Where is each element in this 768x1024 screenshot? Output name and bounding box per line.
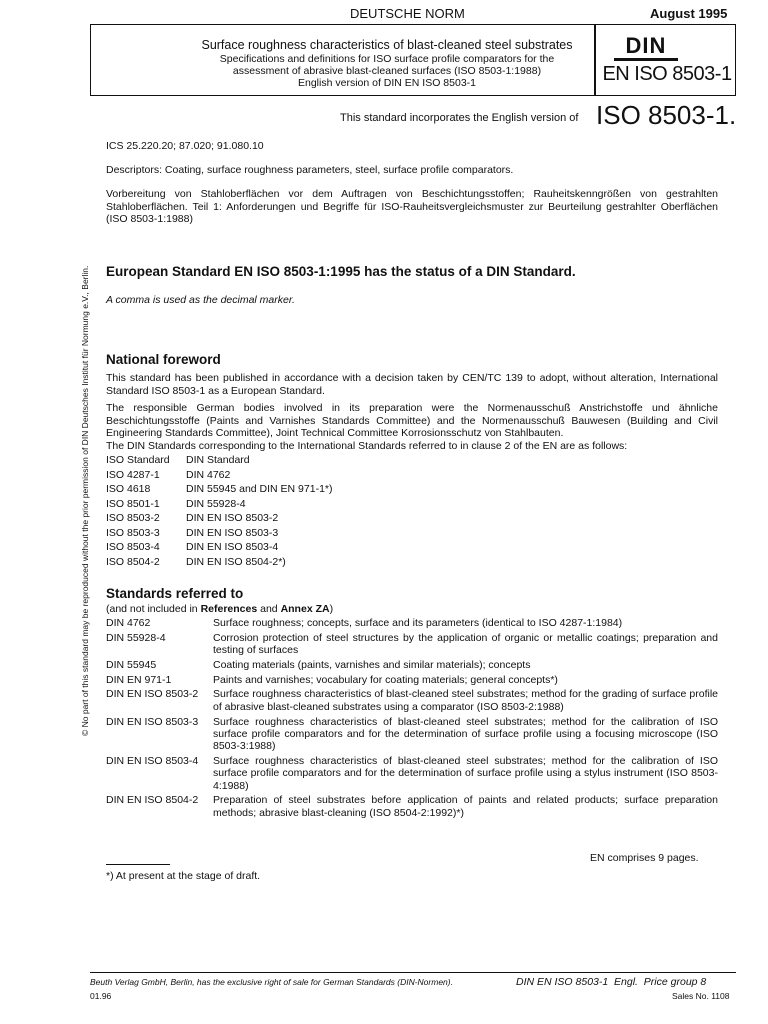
foreword-paragraph-1: This standard has been published in accordance with a decision taken by CEN/TC 139 to adopt, without alteration, International Standard ISO 8503-1 as a European Standard. [106, 372, 718, 397]
standard-number: EN ISO 8503-1 [602, 63, 732, 85]
national-foreword-heading: National foreword [106, 352, 221, 367]
footnote: *) At present at the stage of draft. [106, 870, 261, 882]
list-item: DIN EN ISO 8504-2 Preparation of steel substrates before application of paints and related products; surface preparation methods; abrasive blast-cleaning (ISO 8504-2:1992)*) [106, 794, 718, 819]
table-row: ISO 4287-1 DIN 4762 [106, 468, 231, 481]
din-logo: DIN [614, 34, 678, 61]
foreword-paragraph-3: The DIN Standards corresponding to the International Standards referred to in clause 2 of the EN are as follows: [106, 440, 628, 452]
sidebar-copyright-text: © No part of this standard may be reproduced without the prior permission of DIN Deutsches Institut für Normung e.V., Berlin. [80, 265, 90, 736]
header-norm-label: DEUTSCHE NORM [350, 6, 465, 21]
footer-sales-number: Sales No. 1108 [672, 991, 730, 1001]
table-row: ISO 8503-2 DIN EN ISO 8503-2 [106, 512, 279, 524]
ics-codes: ICS 25.220.20; 87.020; 91.080.10 [106, 140, 264, 152]
incorporates-text: This standard incorporates the English version of [340, 112, 579, 124]
table-row: ISO 8501-1 DIN 55928-4 [106, 497, 246, 510]
din-status: European Standard EN ISO 8503-1:1995 has the status of a DIN Standard. [106, 264, 576, 279]
table-row: ISO 8503-4 DIN EN ISO 8503-4 [106, 541, 279, 553]
list-item: DIN EN 971-1 Paints and varnishes; vocabulary for coating materials; general concepts*) [106, 673, 558, 686]
list-item: DIN 4762 Surface roughness; concepts, surface and its parameters (identical to ISO 4287-1:1984) [106, 617, 623, 629]
table-row: ISO 8503-3 DIN EN ISO 8503-3 [106, 526, 279, 539]
german-title: Vorbereitung von Stahloberflächen vor dem Auftragen von Beschichtungsstoffen; Rauheitskenngrößen von gestrahlten Stahloberflächen. Teil 1: Anforderungen und Begriffe für ISO-Rauheitsvergleichsmuster zur Beurteilung gestrahlter Oberflächen (ISO 8503-1:1988) [106, 188, 718, 225]
list-item: DIN EN ISO 8503-3 Surface roughness characteristics of blast-cleaned steel substrates; method for the calibration of ISO surface profile comparators and for the determination of surface profile using a focusing microscope (ISO 8503-3:1988) [106, 715, 718, 753]
table-row: ISO 4618 DIN 55945 and DIN EN 971-1*) [106, 483, 333, 495]
document-subtitle: Specifications and definitions for ISO surface profile comparators for the assessment of abrasive blast-cleaned surfaces (ISO 8503-1:1988) English version of DIN EN ISO 8503-1 [219, 53, 555, 89]
standards-referred-list [106, 617, 718, 821]
standards-referred-subheading: (and not included in References and Annex ZA) [106, 603, 334, 615]
document-title: Surface roughness characteristics of blast-cleaned steel substrates [201, 38, 573, 52]
footer-rule [90, 972, 736, 973]
title-frame-divider [594, 24, 596, 96]
list-item: DIN EN ISO 8503-4 Surface roughness characteristics of blast-cleaned steel substrates; method for the calibration of ISO surface profile comparators and for the determination of surface profile using a stylus instrument (ISO 8503-4:1988) [106, 754, 718, 792]
list-item: DIN EN ISO 8503-2 Surface roughness characteristics of blast-cleaned steel substrates; method for the grading of surface profile of abrasive blast-cleaned substrates using a comparator (ISO 8503-2:1988) [106, 688, 718, 713]
correspondence-table [106, 453, 333, 569]
footnote-rule [106, 864, 170, 865]
footer-publisher: Beuth Verlag GmbH, Berlin, has the exclusive right of sale for German Standards (DIN-Normen). [90, 977, 453, 987]
en-page-count: EN comprises 9 pages. [590, 852, 699, 864]
list-item: DIN 55928-4 Corrosion protection of steel structures by the application of organic or metallic coatings; preparation and testing of surfaces [106, 631, 718, 657]
standards-referred-heading: Standards referred to [106, 586, 244, 601]
table-row: ISO Standard DIN Standard [106, 454, 250, 466]
footer-doc-reference: DIN EN ISO 8503-1 Engl. Price group 8 [516, 976, 707, 988]
descriptors: Descriptors: Coating, surface roughness parameters, steel, surface profile comparators. [106, 164, 514, 176]
table-row: ISO 8504-2 DIN EN ISO 8504-2*) [106, 555, 286, 568]
footer-date-code: 01.96 [90, 991, 112, 1001]
foreword-paragraph-2: The responsible German bodies involved in its preparation were the Normenausschuß Anstrichstoffe und ähnliche Beschichtungsstoffe (Paints and Varnishes Standards Committee) and the Normenausschuß Bauwesen (Building and Civil Engineering Standards Committee), Joint Technical Committee Korrosionsschutz von Stahlbauten. [106, 402, 718, 439]
sidebar-copyright [70, 266, 90, 736]
list-item: DIN 55945 Coating materials (paints, varnishes and similar materials); concepts [106, 658, 531, 671]
header-date: August 1995 [650, 6, 728, 21]
comma-note: A comma is used as the decimal marker. [106, 294, 295, 306]
incorporates-number: ISO 8503-1. [596, 100, 737, 130]
